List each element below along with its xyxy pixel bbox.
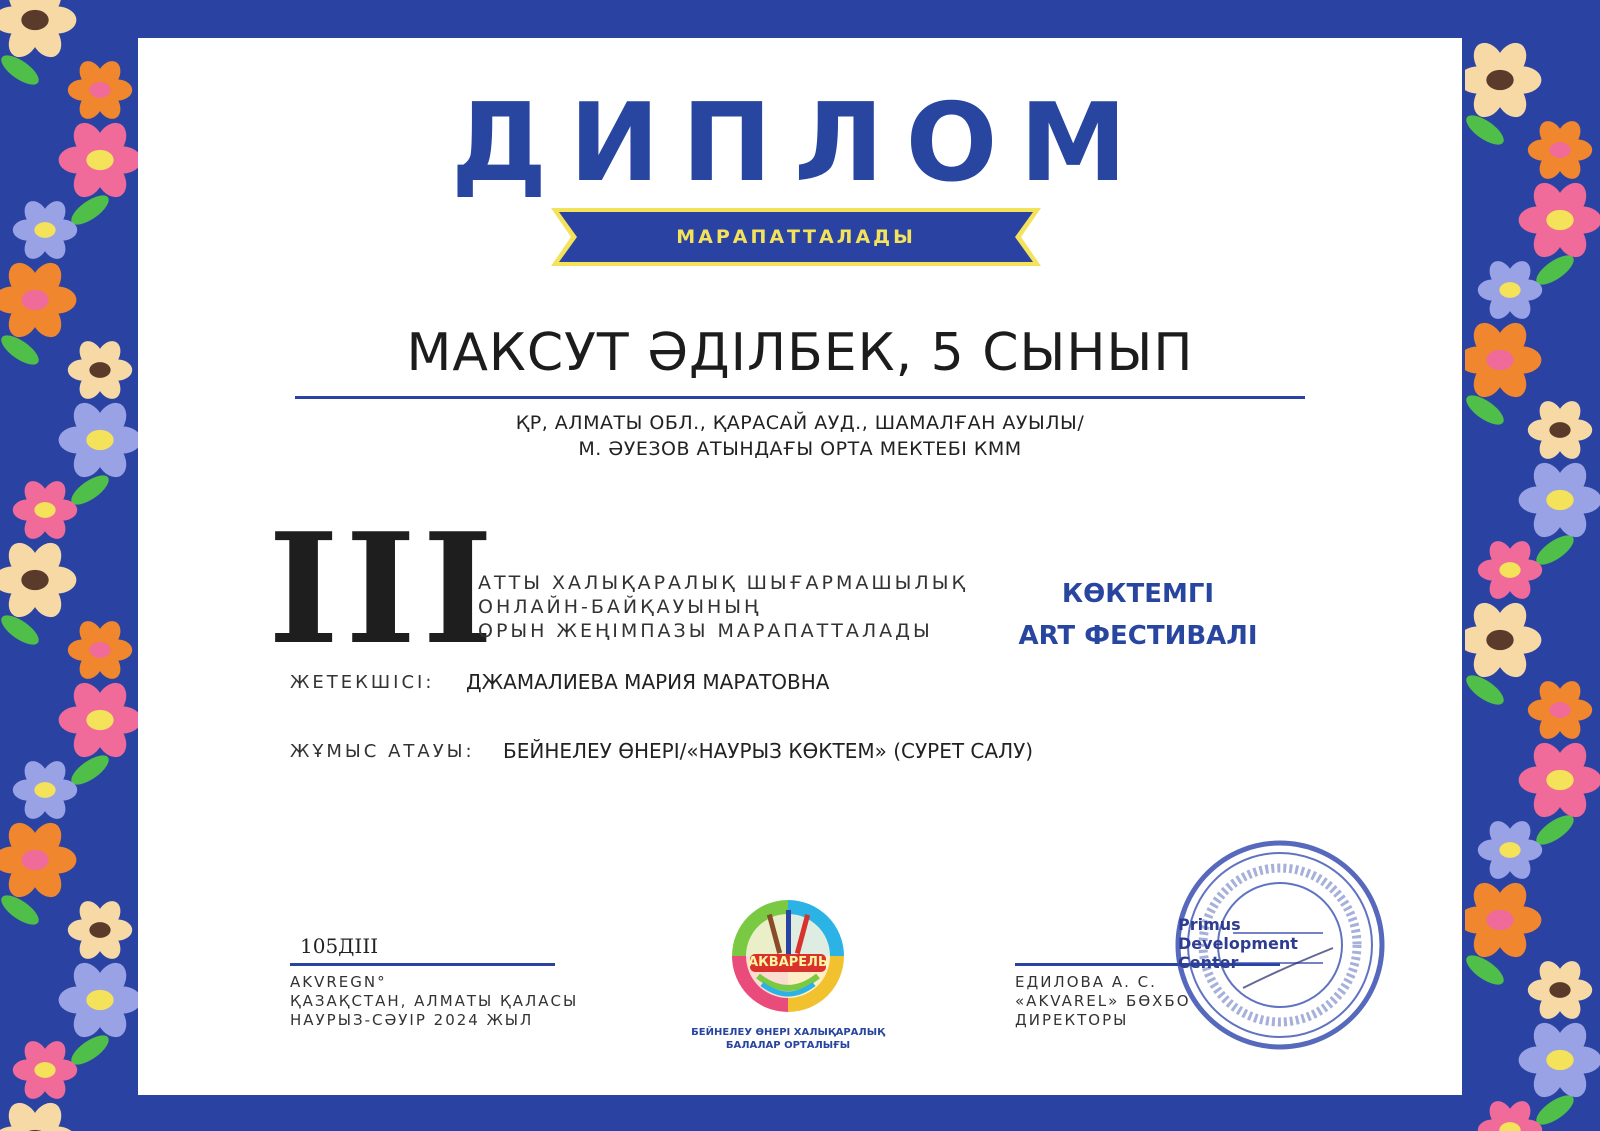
- issue-info-line-3: НАУРЫЗ-СӘУІР 2024 ЖЫЛ: [290, 1011, 534, 1029]
- left-floral-border: [0, 0, 140, 1131]
- supervisor-label: ЖЕТЕКШІСІ:: [290, 672, 435, 693]
- director-line-3: ДИРЕКТОРЫ: [1015, 1011, 1129, 1029]
- stamp-brand-line-3: Center: [1178, 953, 1239, 972]
- school-line-1: ҚР, АЛМАТЫ ОБЛ., ҚАРАСАЙ АУД., ШАМАЛҒАН АУЫЛЫ/: [515, 412, 1085, 434]
- flower-decoration: [1528, 397, 1592, 463]
- flower-decoration: [59, 397, 140, 482]
- flower-decoration: [68, 617, 132, 683]
- supervisor-value: ДЖАМАЛИЕВА МАРИЯ МАРАТОВНА: [466, 670, 830, 694]
- flower-decoration: [13, 477, 77, 543]
- logo-caption-line-2: БАЛАЛАР ОРТАЛЫҒЫ: [725, 1040, 851, 1051]
- flower-decoration: [68, 57, 132, 123]
- flower-decoration: [0, 1097, 76, 1131]
- school-line-2: М. ӘУЕЗОВ АТЫНДАҒЫ ОРТА МЕКТЕБІ КММ: [578, 438, 1022, 460]
- right-floral-border: [1465, 0, 1600, 1131]
- flower-decoration: [1528, 957, 1592, 1023]
- flower-decoration: [1478, 817, 1542, 883]
- festival-line-2: ART ФЕСТИВАЛІ: [1018, 621, 1258, 651]
- flower-decoration: [0, 257, 76, 342]
- flower-decoration: [13, 1037, 77, 1103]
- recipient-name: МАКСУТ ӘДІЛБЕК, 5 СЫНЫП: [406, 323, 1194, 383]
- registration-number: 105ДІІІ: [300, 934, 379, 958]
- flower-decoration: [13, 757, 77, 823]
- flower-decoration: [0, 817, 76, 902]
- flower-decoration: [1478, 257, 1542, 323]
- akvarel-logo: [728, 896, 848, 1016]
- director-line-2: «AKVAREL» БӨХБО: [1015, 992, 1191, 1010]
- recipient-underline: [295, 396, 1305, 399]
- festival-name: [993, 573, 1283, 657]
- flower-decoration: [59, 117, 140, 202]
- registration-underline: [290, 963, 555, 966]
- flower-decoration: [68, 897, 132, 963]
- flower-decoration: [1465, 317, 1541, 402]
- school-info: [138, 410, 1462, 462]
- diploma-sheet: [138, 38, 1462, 1095]
- flower-decoration: [1465, 597, 1541, 682]
- flower-decoration: [1465, 37, 1541, 122]
- flower-decoration: [1465, 877, 1541, 962]
- subtitle-text: МАРАПАТТАЛАДЫ: [676, 226, 916, 248]
- stamp-brand-line-2: Development: [1178, 934, 1298, 953]
- flower-decoration: [1528, 677, 1592, 743]
- director-info: [1015, 973, 1191, 1030]
- award-description: [478, 571, 968, 643]
- issue-info: [290, 973, 578, 1030]
- logo-brand-text: АКВАРЕЛЬ: [748, 955, 828, 970]
- director-line-1: ЕДИЛОВА А. С.: [1015, 973, 1157, 991]
- subtitle-ribbon: [551, 208, 1041, 266]
- flower-decoration: [0, 537, 76, 622]
- flower-decoration: [13, 197, 77, 263]
- flower-decoration: [1519, 737, 1600, 822]
- stamp-brand: [1178, 915, 1298, 972]
- flower-decoration: [1528, 117, 1592, 183]
- logo-caption: [678, 1026, 898, 1052]
- work-title-value: БЕЙНЕЛЕУ ӨНЕРІ/«НАУРЫЗ КӨКТЕМ» (СУРЕТ САЛУ): [503, 739, 1034, 763]
- issue-info-line-1: AKVREGN°: [290, 973, 387, 991]
- flower-decoration: [59, 957, 140, 1042]
- flower-decoration: [68, 337, 132, 403]
- flower-decoration: [59, 677, 140, 762]
- award-desc-line-1: АТТЫ ХАЛЫҚАРАЛЫҚ ШЫҒАРМАШЫЛЫҚ: [478, 572, 968, 594]
- logo-caption-line-1: БЕЙНЕЛЕУ ӨНЕРІ ХАЛЫҚАРАЛЫҚ: [691, 1027, 885, 1038]
- place-number: III: [268, 499, 500, 678]
- flower-decoration: [1519, 177, 1600, 262]
- work-title-label: ЖҰМЫС АТАУЫ:: [290, 741, 475, 762]
- festival-line-1: КӨКТЕМГІ: [1061, 579, 1215, 609]
- award-desc-line-3: ОРЫН ЖЕҢІМПАЗЫ МАРАПАТТАЛАДЫ: [478, 620, 933, 642]
- diploma-title: ДИПЛОМ: [451, 81, 1149, 206]
- flower-decoration: [1478, 1097, 1542, 1131]
- issue-info-line-2: ҚАЗАҚСТАН, АЛМАТЫ ҚАЛАСЫ: [290, 992, 579, 1010]
- flower-decoration: [1478, 537, 1542, 603]
- award-desc-line-2: ОНЛАЙН-БАЙҚАУЫНЫҢ: [478, 596, 762, 618]
- flower-decoration: [1519, 457, 1600, 542]
- flower-decoration: [0, 0, 76, 63]
- stamp-brand-line-1: Primus: [1178, 915, 1241, 934]
- flower-decoration: [1519, 1017, 1600, 1102]
